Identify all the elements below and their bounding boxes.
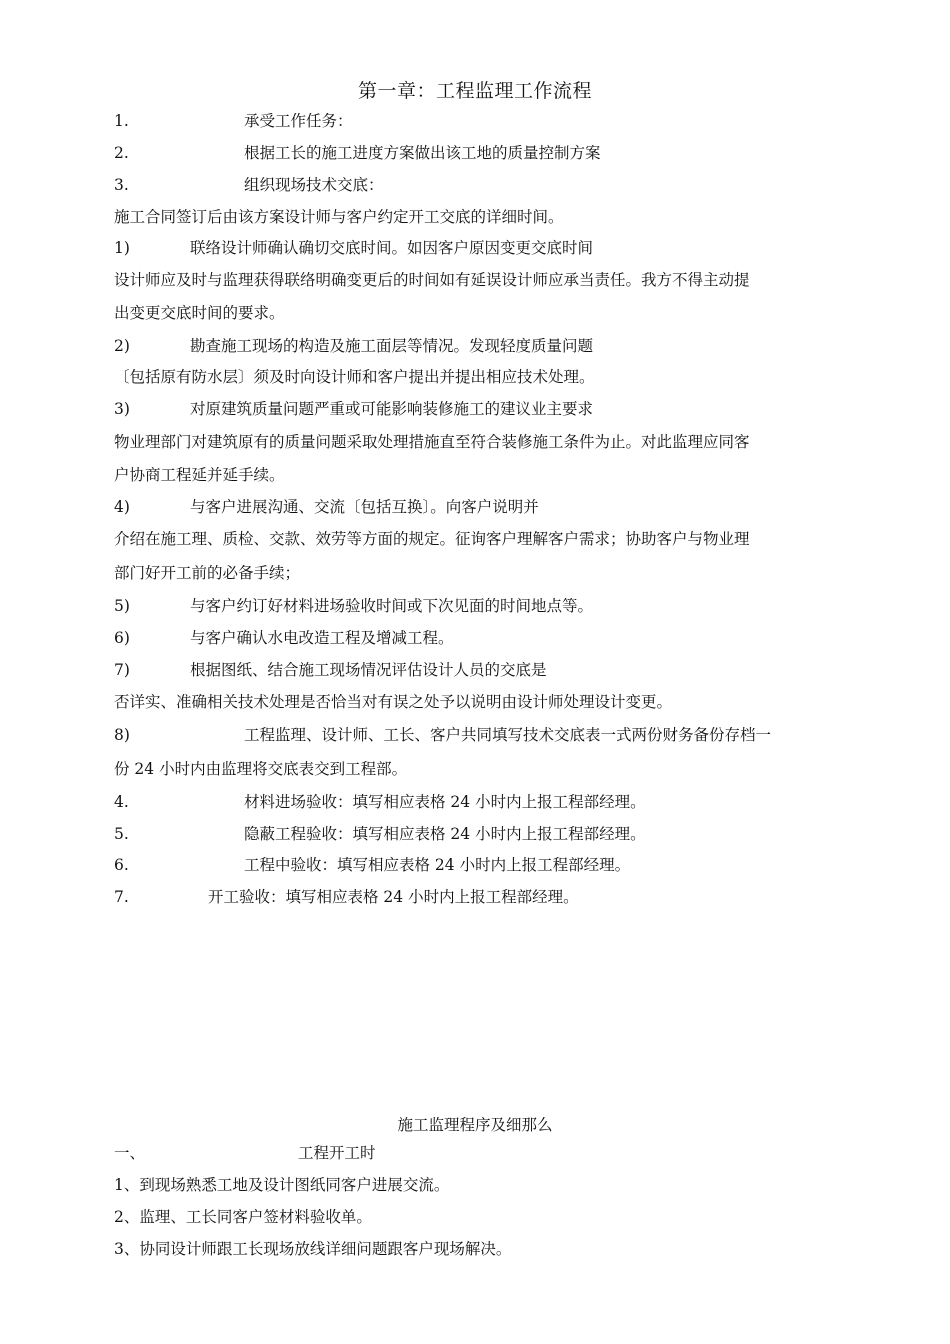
item-text: 1、到现场熟悉工地及设计图纸同客户进展交流。 <box>114 1176 450 1194</box>
item-number: 一、 <box>114 1144 146 1162</box>
item-text: 施工合同签订后由该方案设计师与客户约定开工交底的详细时间。 <box>114 208 564 226</box>
item-text: 〔包括原有防水层〕须及时向设计师和客户提出并提出相应技术处理。 <box>114 368 595 386</box>
item-number: 7) <box>114 661 130 679</box>
item-text: 对原建筑质量问题严重或可能影响装修施工的建议业主要求 <box>190 400 594 418</box>
item-text: 设计师应及时与监理获得联络明确变更后的时间如有延误设计师应承当责任。我方不得主动提 <box>114 271 750 289</box>
item-number: 4) <box>114 498 130 516</box>
item-text: 户协商工程延并延手续。 <box>114 466 285 484</box>
item-text: 工程开工时 <box>298 1144 376 1162</box>
item-number: 4. <box>114 793 129 811</box>
item-text: 工程中验收：填写相应表格 24 小时内上报工程部经理。 <box>244 856 631 874</box>
item-text: 根据图纸、结合施工现场情况评估设计人员的交底是 <box>190 661 547 679</box>
item-number: 1) <box>114 239 130 257</box>
item-text: 与客户确认水电改造工程及增减工程。 <box>190 629 454 647</box>
item-number: 5. <box>114 825 129 843</box>
item-text: 物业理部门对建筑原有的质量问题采取处理措施直至符合装修施工条件为止。对此监理应同客 <box>114 433 750 451</box>
item-text: 介绍在施工理、质检、交款、效劳等方面的规定。征询客户理解客户需求；协助客户与物业理 <box>114 530 750 548</box>
item-number: 5) <box>114 597 130 615</box>
item-number: 2) <box>114 337 130 355</box>
item-text: 根据工长的施工进度方案做出该工地的质量控制方案 <box>244 144 601 162</box>
item-text: 联络设计师确认确切交底时间。如因客户原因变更交底时间 <box>190 239 594 257</box>
chapter-title: 第一章：工程监理工作流程 <box>357 80 592 102</box>
item-number: 7. <box>114 888 129 906</box>
item-number: 3) <box>114 400 130 418</box>
item-text: 工程监理、设计师、工长、客户共同填写技术交底表一式两份财务备份存档一 <box>244 726 772 744</box>
item-text: 3、协同设计师跟工长现场放线详细问题跟客户现场解决。 <box>114 1240 512 1258</box>
item-text: 与客户进展沟通、交流〔包括互换〕。向客户说明并 <box>190 498 539 516</box>
item-text: 出变更交底时间的要求。 <box>114 304 285 322</box>
item-text: 与客户约订好材料进场验收时间或下次见面的时间地点等。 <box>190 597 594 615</box>
section-title: 施工监理程序及细那么 <box>397 1116 553 1134</box>
item-number: 2. <box>114 144 129 162</box>
item-text: 开工验收：填写相应表格 24 小时内上报工程部经理。 <box>208 888 579 906</box>
item-text: 勘查施工现场的构造及施工面层等情况。发现轻度质量问题 <box>190 337 594 355</box>
item-text: 承受工作任务： <box>244 112 353 130</box>
item-text: 2、监理、工长同客户签材料验收单。 <box>114 1208 372 1226</box>
item-text: 隐蔽工程验收：填写相应表格 24 小时内上报工程部经理。 <box>244 825 646 843</box>
item-text: 组织现场技术交底： <box>244 176 384 194</box>
item-text: 材料进场验收：填写相应表格 24 小时内上报工程部经理。 <box>244 793 646 811</box>
item-text: 否详实、准确相关技术处理是否恰当对有误之处予以说明由设计师处理设计变更。 <box>114 693 673 711</box>
item-number: 6. <box>114 856 129 874</box>
item-text: 份 24 小时内由监理将交底表交到工程部。 <box>114 760 408 778</box>
item-text: 部门好开工前的必备手续； <box>114 564 301 582</box>
item-number: 3. <box>114 176 129 194</box>
item-number: 6) <box>114 629 130 647</box>
item-number: 1. <box>114 112 129 130</box>
item-number: 8) <box>114 726 130 744</box>
